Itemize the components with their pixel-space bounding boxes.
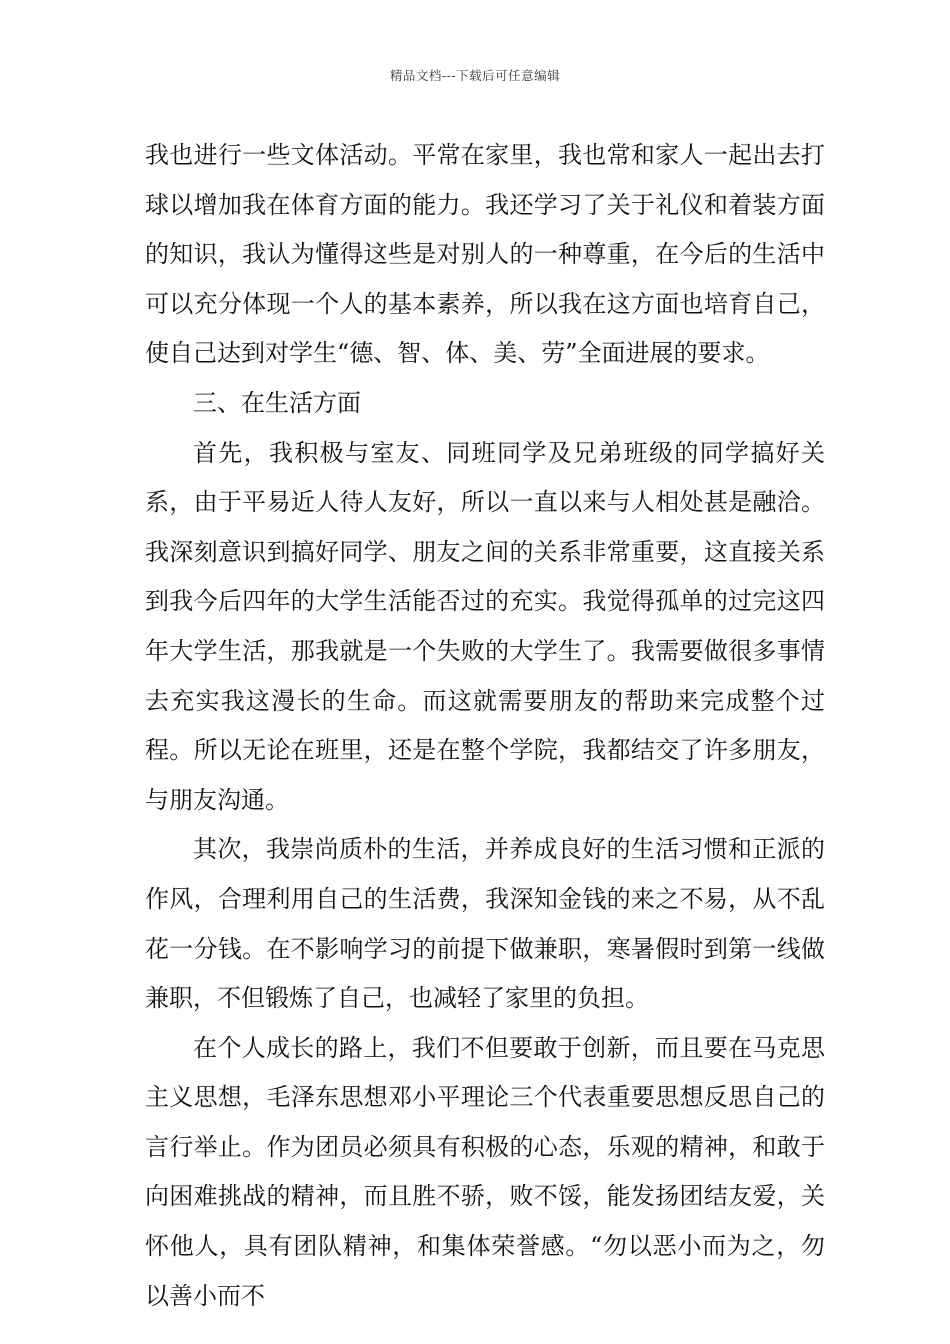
- paragraph-sports-etiquette: 我也进行一些文体活动。平常在家里，我也常和家人一起出去打球以增加我在体育方面的能力。我还学习了关于礼仪和着装方面的知识，我认为懂得这些是对别人的一种尊重，在今后的生活中可以充分体现一个人的基本素养，所以我在这方面也培育自己，使自己达到对学生“德、智、体、美、劳”全面进展的要求。: [145, 141, 825, 368]
- paragraph-relationships: 首先，我积极与室友、同班同学及兄弟班级的同学搞好关系，由于平易近人待人友好，所以一直以来与人相处甚是融洽。我深刻意识到搞好同学、朋友之间的关系非常重要，这直接关系到我今后四年的大学生活能否过的充实。我觉得孤单的过完这四年大学生活，那我就是一个失败的大学生了。我需要做很多事情去充实我这漫长的生命。而这就需要朋友的帮助来完成整个过程。所以无论在班里，还是在整个学院，我都结交了许多朋友，与朋友沟通。: [145, 438, 825, 814]
- document-body: [145, 131, 825, 1321]
- page-header: 精品文档---下载后可任意编辑: [389, 68, 561, 83]
- paragraph-personal-growth: 在个人成长的路上，我们不但要敢于创新，而且要在马克思主义思想，毛泽东思想邓小平理论三个代表重要思想反思自己的言行举止。作为团员必须具有积极的心态，乐观的精神，和敢于向困难挑战的精神，而且胜不骄，败不馁，能发扬团结友爱，关怀他人，具有团队精神，和集体荣誉感。“勿以恶小而为之，勿以善小而不: [145, 1033, 825, 1310]
- paragraph-simple-living: 其次，我崇尚质朴的生活，并养成良好的生活习惯和正派的作风，合理利用自己的生活费，我深知金钱的来之不易，从不乱花一分钱。在不影响学习的前提下做兼职，寒暑假时到第一线做兼职，不但锻炼了自己，也减轻了家里的负担。: [145, 835, 825, 1013]
- section-heading-life: 三、在生活方面: [193, 388, 361, 417]
